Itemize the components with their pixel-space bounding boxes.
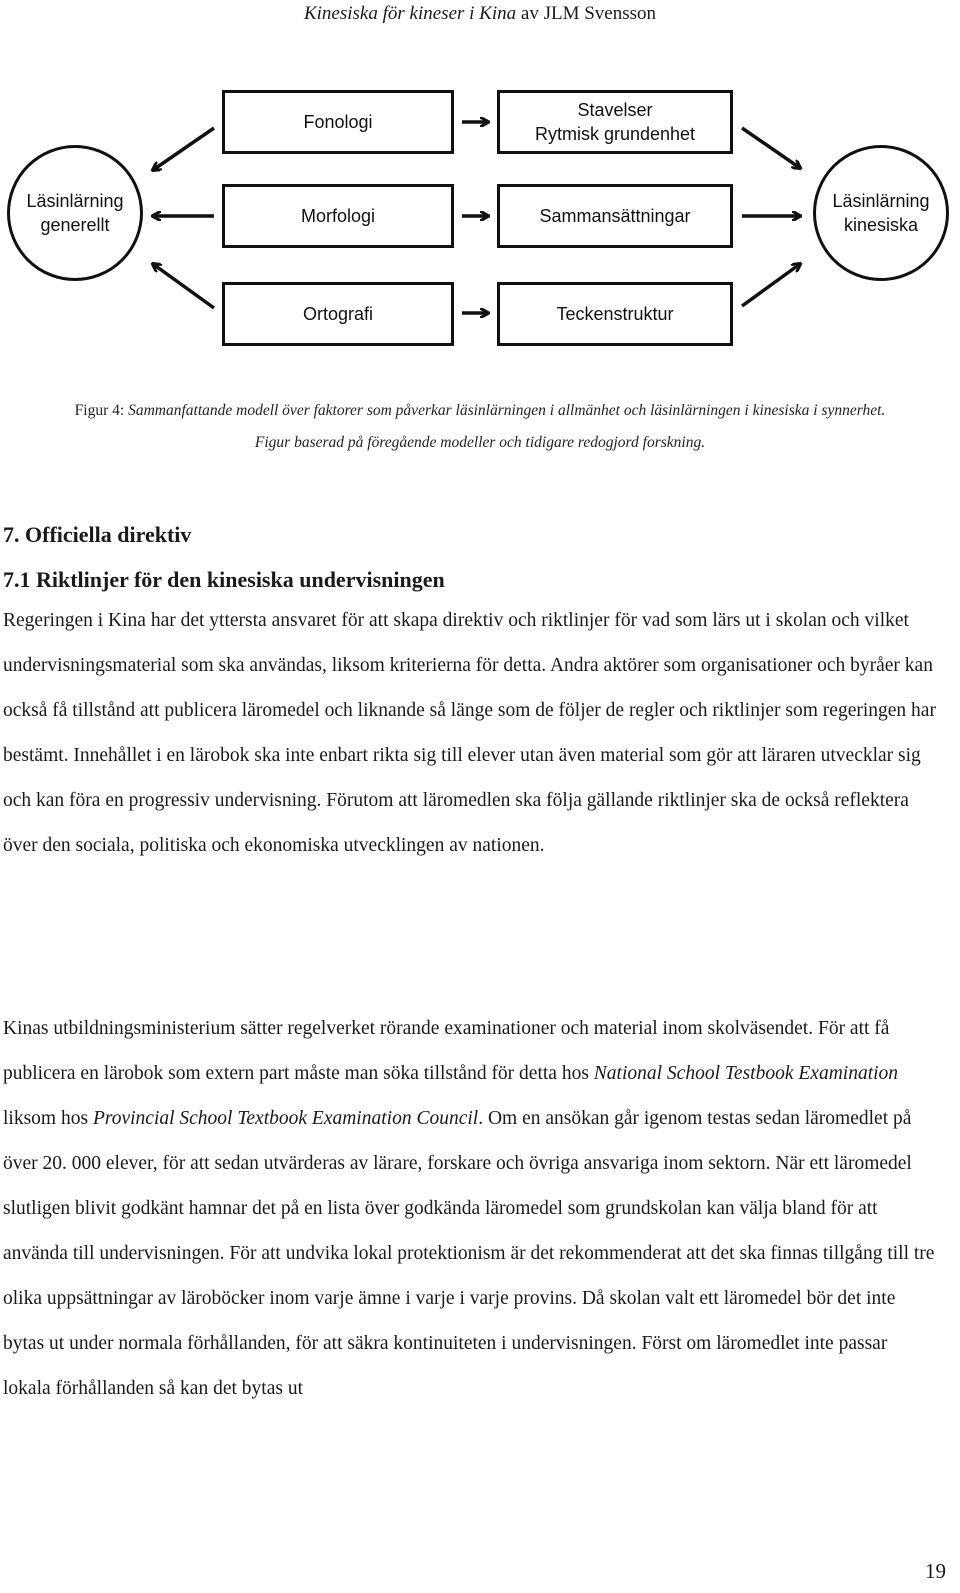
arrow-fonologi-to-left: [153, 128, 214, 170]
figure-caption-line1: [0, 401, 960, 421]
node-lasinlarning-generellt: Läsinlärning generellt: [7, 145, 143, 281]
paragraph-1: Regeringen i Kina har det yttersta ansvaret för att skapa direktiv och riktlinjer för vad som lärs ut i skolan och vilket undervisningsmaterial som ska användas, liksom kriterierna för detta. Andra aktörer som organisationer och byråer kan också få tillstånd att publicera läromedel och liknande så länge som de följer de regler och riktlinjer som regeringen har bestämt. Innehållet i en lärobok ska inte enbart rikta sig till elever utan även material som gör att läraren utvecklar sig och kan föra en progressiv undervisning. Förutom att läromedlen ska följa gällande riktlinjer ska de också reflektera över den sociala, politiska och ekonomiska utvecklingen av nationen.: [3, 610, 936, 856]
reading-model-diagram: [0, 0, 960, 360]
arrow-stavelser-to-right: [742, 128, 800, 168]
subsection-heading: 7.1 Riktlinjer för den kinesiska undervisningen: [3, 567, 445, 592]
paragraph-2-emphasis-1: National School Testbook Examination: [593, 1063, 899, 1084]
node-lasinlarning-kinesiska: Läsinlärning kinesiska: [813, 145, 949, 281]
paragraph-2-emphasis-2: Provincial School Textbook Examination Council: [92, 1108, 479, 1129]
paragraph-2-part-a: Kinas utbildningsministerium sätter regelverket rörande examinationer och material inom skolväsendet. För att få publicera en lärobok som extern part måste man söka tillstånd för detta hos: [3, 1018, 890, 1084]
node-ortografi: Ortografi: [222, 282, 454, 346]
paragraph-2-part-b: liksom hos: [3, 1108, 93, 1129]
node-stavelser: Stavelser Rytmisk grundenhet: [497, 90, 733, 154]
arrow-ortografi-to-left: [153, 264, 214, 308]
node-teckenstruktur: Teckenstruktur: [497, 282, 733, 346]
paragraph-2-part-c: . Om en ansökan går igenom testas sedan läromedlet på över 20. 000 elever, för att sedan utvärderas av lärare, forskare och övriga ansvariga inom sektorn. När ett läromedel slutligen blivit godkänt hamnar det på en lista över godkända läromedel som grundskolan kan välja bland för att använda till undervisningen. För att undvika lokal protektionism är det rekommenderat att det ska finnas tillgång till tre olika uppsättningar av läroböcker inom varje ämne i varje i varje provins. Då skolan valt ett läromedel bör det inte bytas ut under normala förhållanden, för att säkra kontinuiteten i undervisningen. Först om läromedlet inte passar lokala förhållanden så kan det bytas ut: [3, 1108, 935, 1399]
page-number: 19: [925, 1559, 946, 1583]
figure-caption-text: Sammanfattande modell över faktorer som påverkar läsinlärningen i allmänhet och läsinlärningen i kinesiska i synnerhet.: [128, 402, 886, 419]
section-heading: 7. Officiella direktiv: [3, 522, 192, 547]
header-title: Kinesiska för kineser i Kina: [303, 3, 517, 24]
figure-caption-line2: Figur baserad på föregående modeller och tidigare redogjord forskning.: [254, 434, 706, 451]
diagram-arrows: [0, 0, 960, 360]
node-sammansattningar: Sammansättningar: [497, 184, 733, 248]
paragraph-2: [3, 1006, 938, 1411]
node-fonologi: Fonologi: [222, 90, 454, 154]
figure-label: Figur 4:: [74, 402, 125, 419]
header-author: av JLM Svensson: [520, 3, 657, 24]
arrow-tecken-to-right: [742, 264, 800, 306]
node-morfologi: Morfologi: [222, 184, 454, 248]
